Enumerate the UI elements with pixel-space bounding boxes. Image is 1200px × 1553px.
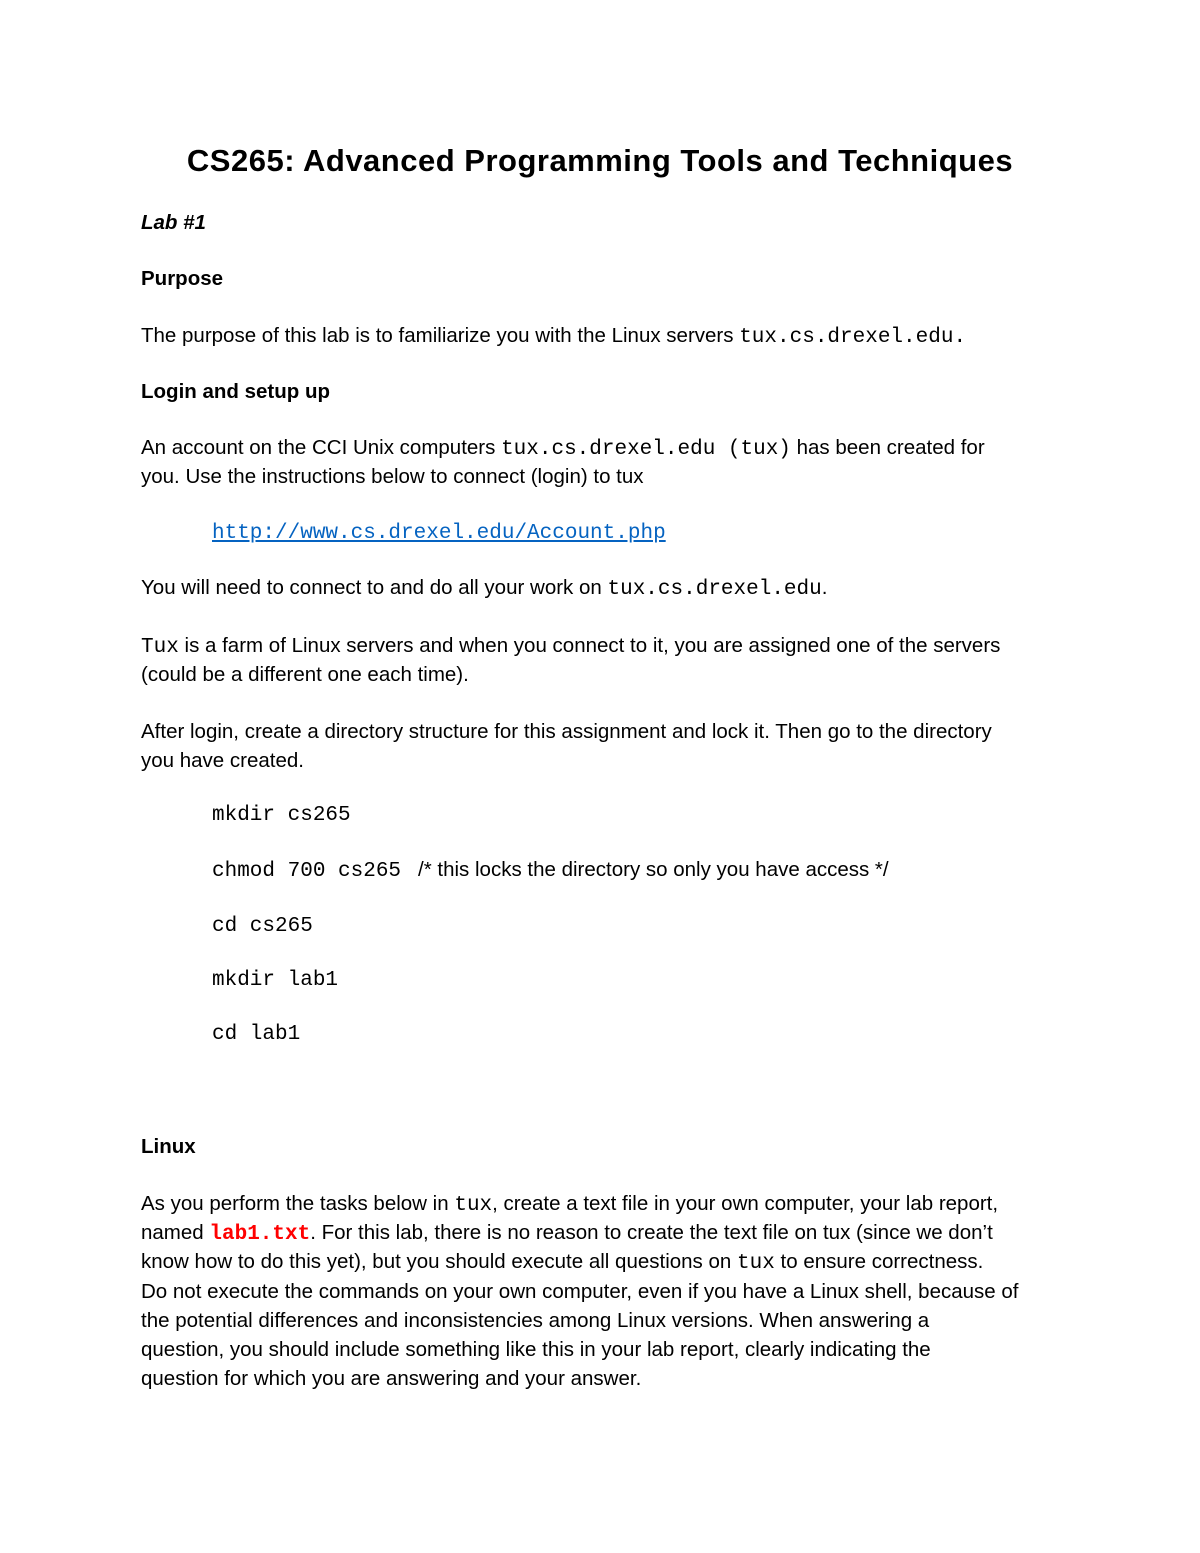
login-line-1 xyxy=(141,433,985,464)
account-link[interactable] xyxy=(212,517,666,548)
login-line-1-after: has been created for xyxy=(790,436,985,459)
command-code: cd lab1 xyxy=(212,1023,301,1046)
command-line xyxy=(212,855,889,886)
account-link-text[interactable]: http://www.cs.drexel.edu/Account.php xyxy=(212,522,666,545)
command-code: mkdir cs265 xyxy=(212,804,351,827)
lab-number: Lab #1 xyxy=(141,211,206,234)
page-title: CS265: Advanced Programming Tools and Techniques xyxy=(186,143,1014,178)
command-line xyxy=(212,799,351,830)
command-line xyxy=(212,1018,300,1049)
command-code: cd cs265 xyxy=(212,915,313,938)
connect-line-code: tux.cs.drexel.edu xyxy=(607,578,822,601)
purpose-text xyxy=(141,321,966,352)
purpose-server: tux.cs.drexel.edu. xyxy=(739,326,967,349)
login-line-2: you. Use the instructions below to connect (login) to tux xyxy=(141,465,644,488)
linux-line-4: Do not execute the commands on your own computer, even if you have a Linux shell, because of xyxy=(141,1280,1019,1303)
farm-code: Tux xyxy=(141,636,179,659)
linux-line-5: the potential differences and inconsistencies among Linux versions. When answering a xyxy=(141,1309,930,1332)
command-code: mkdir lab1 xyxy=(212,969,339,992)
command-comment: /* this locks the directory so only you have access */ xyxy=(418,858,889,881)
farm-line-2: (could be a different one each time). xyxy=(141,663,469,686)
login-line-1-before: An account on the CCI Unix computers xyxy=(141,436,502,459)
after-line-2: you have created. xyxy=(141,749,304,772)
connect-line-before: You will need to connect to and do all your work on xyxy=(141,576,608,599)
farm-line-1-text: is a farm of Linux servers and when you connect to it, you are assigned one of the servers xyxy=(178,634,1001,657)
linux-line-3 xyxy=(141,1247,983,1278)
farm-line-1 xyxy=(141,631,1000,662)
command-code: chmod 700 cs265 xyxy=(212,860,402,883)
command-line xyxy=(212,910,313,941)
login-heading: Login and setup up xyxy=(141,380,331,403)
login-line-1-code: tux.cs.drexel.edu (tux) xyxy=(501,438,791,461)
linux-line-3-before: know how to do this yet), but you should execute all questions on xyxy=(141,1250,738,1273)
lab-report-filename: lab1.txt xyxy=(209,1223,311,1246)
purpose-heading: Purpose xyxy=(141,267,224,290)
linux-line-7: question for which you are answering and your answer. xyxy=(141,1367,642,1390)
linux-line-6: question, you should include something like this in your lab report, clearly indicating the xyxy=(141,1338,931,1361)
linux-line-3-code: tux xyxy=(737,1252,775,1275)
linux-line-1-before: As you perform the tasks below in xyxy=(141,1192,455,1215)
linux-line-2-after: . For this lab, there is no reason to create the text file on tux (since we don’t xyxy=(310,1221,993,1244)
linux-line-1-after: , create a text file in your own computer, your lab report, xyxy=(492,1192,999,1215)
linux-line-2 xyxy=(141,1218,993,1249)
linux-line-2-before: named xyxy=(141,1221,210,1244)
linux-line-1 xyxy=(141,1189,998,1220)
command-line xyxy=(212,964,338,995)
linux-line-3-after: to ensure correctness. xyxy=(774,1250,984,1273)
linux-line-1-code: tux xyxy=(454,1194,493,1217)
connect-line-after: . xyxy=(821,576,828,599)
linux-heading: Linux xyxy=(141,1135,196,1158)
connect-line xyxy=(141,573,827,604)
after-line-1: After login, create a directory structure for this assignment and lock it. Then go to the directory xyxy=(141,720,992,743)
purpose-text-body: The purpose of this lab is to familiarize you with the Linux servers xyxy=(141,324,740,347)
